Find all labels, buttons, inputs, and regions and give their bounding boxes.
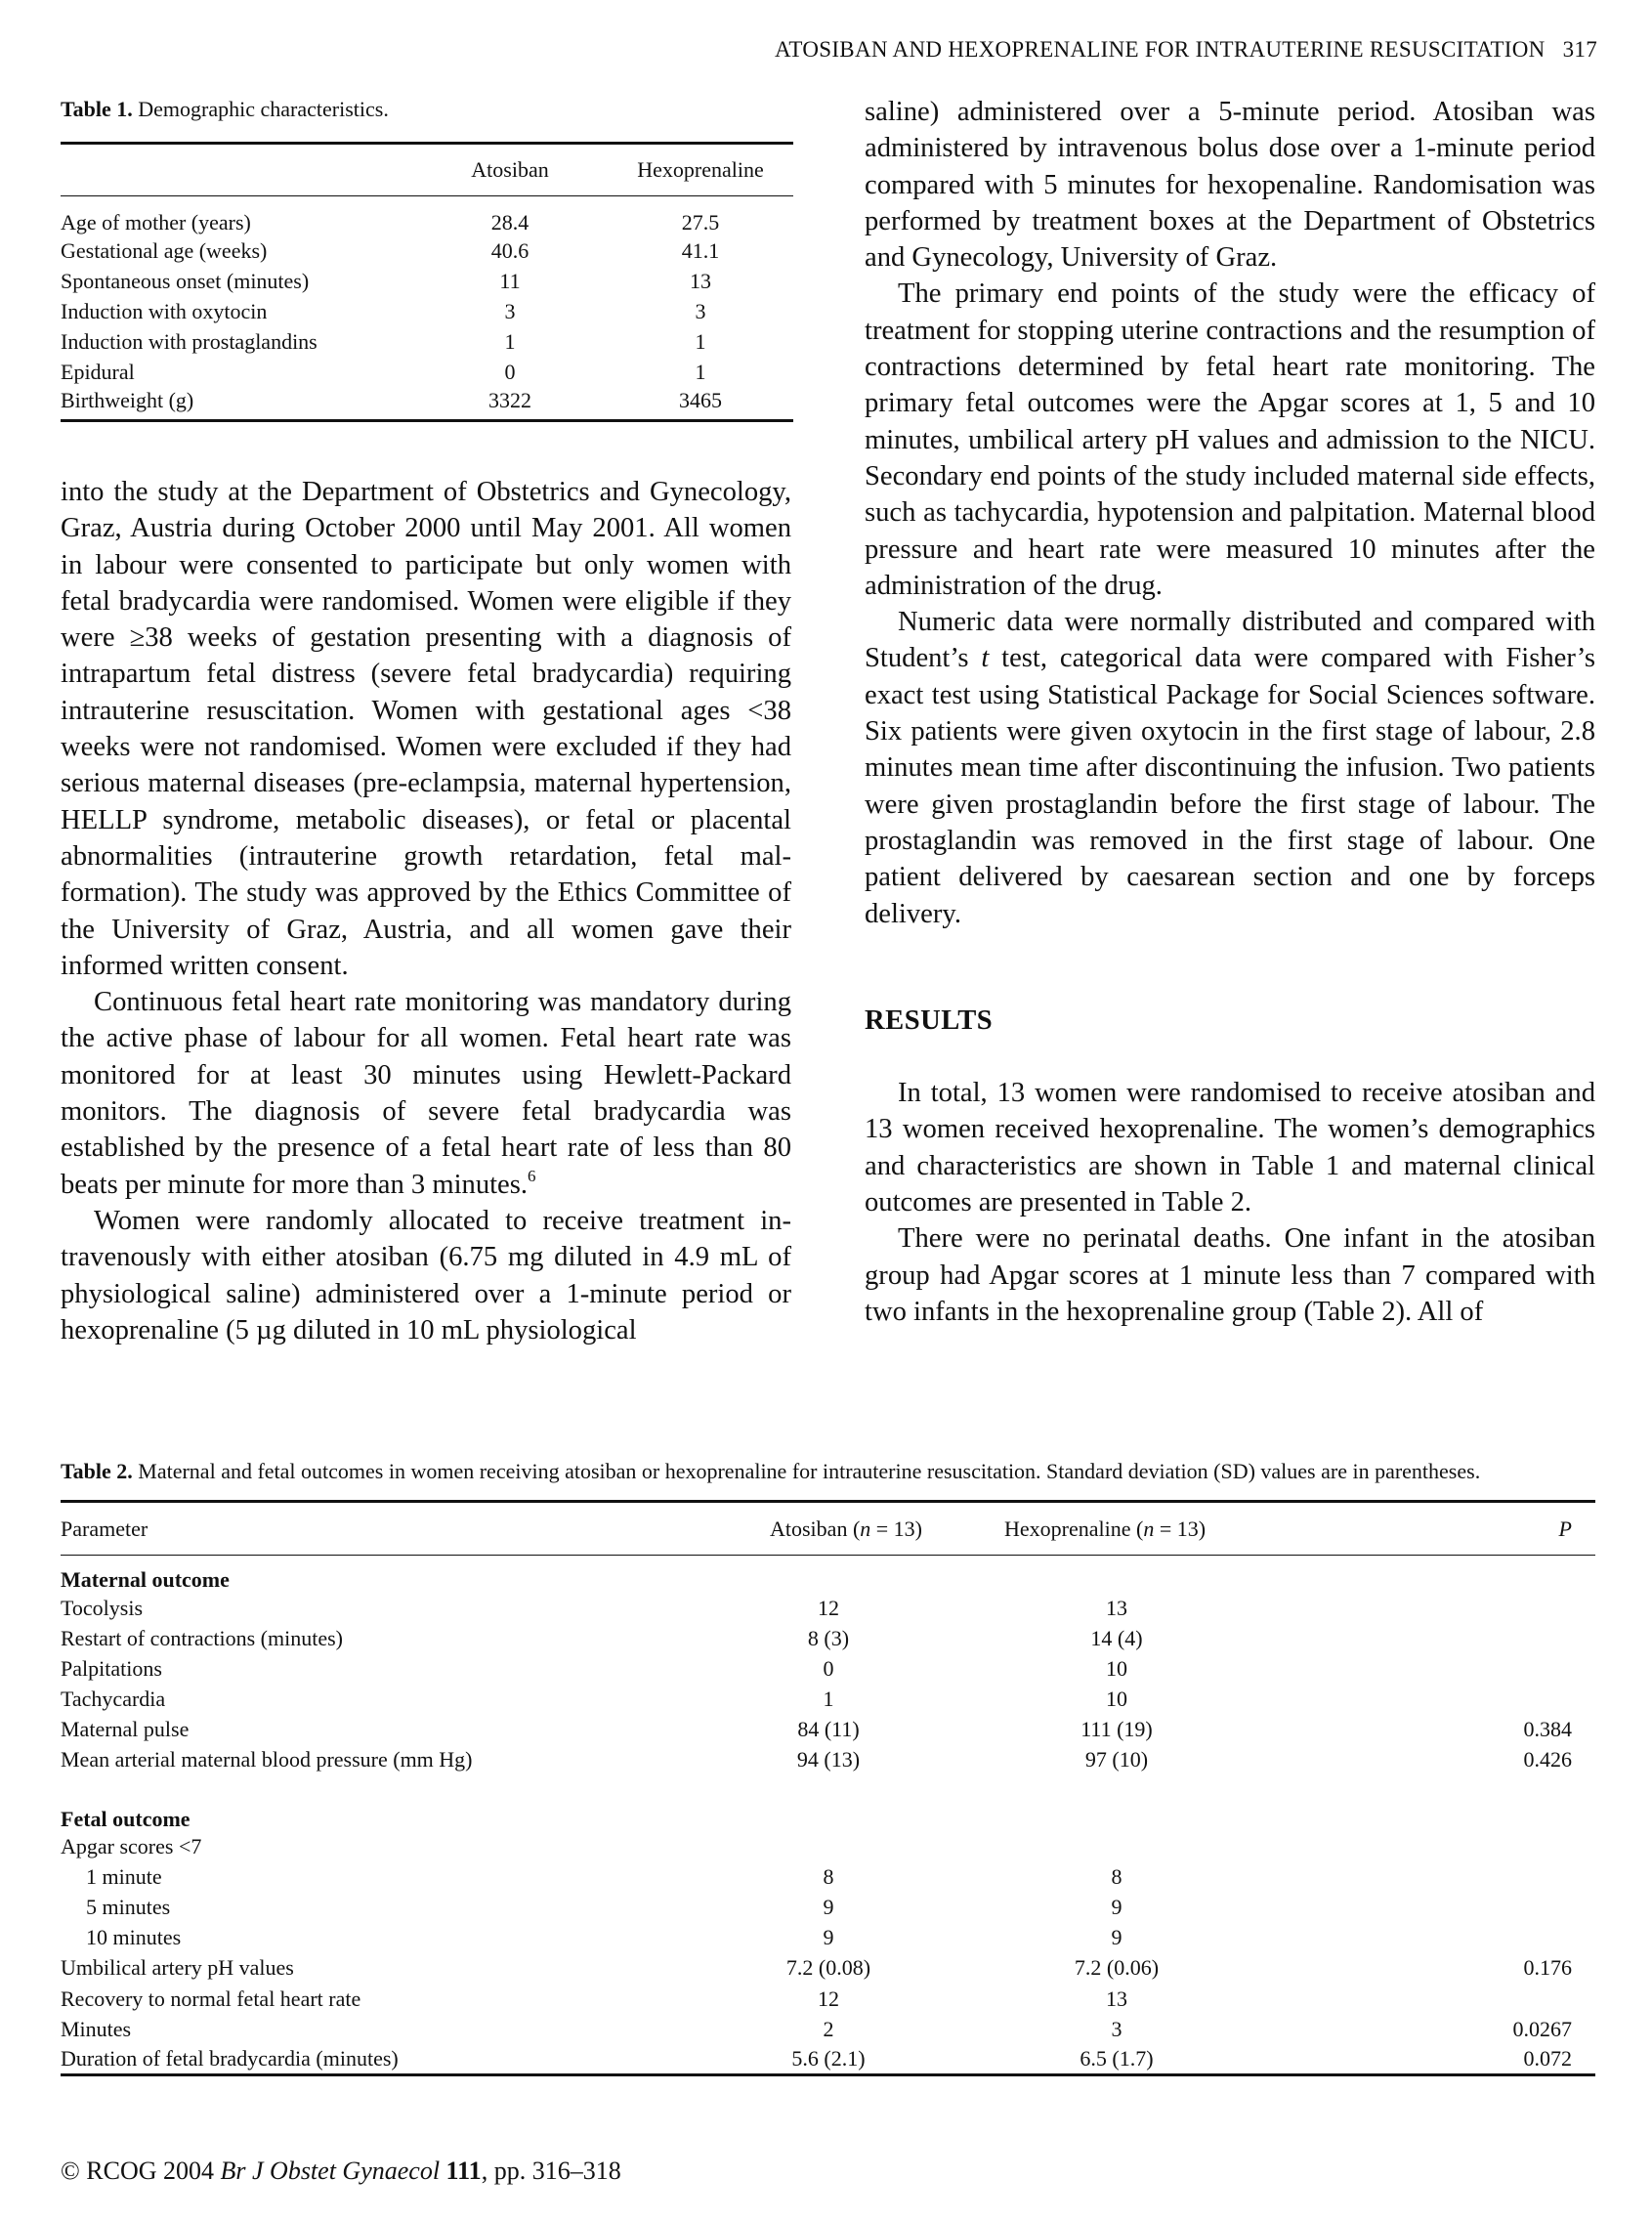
- table-1-grid: [61, 142, 793, 422]
- p-value: 0.072: [1523, 2046, 1572, 2072]
- hexoprenaline-value: 9: [1111, 1895, 1123, 1920]
- body-paragraph: In total, 13 women were randomised to receive atosiban and 13 women received hexoprenaline. The women’s demographics and characteristics are shown in Table 1 and maternal clinical outcomes are presented in Table 2.: [865, 1078, 1595, 1218]
- row-label: 1 minute: [86, 1864, 162, 1890]
- header-n-italic: n: [1143, 1516, 1155, 1541]
- p-value: [1297, 1623, 1595, 1653]
- atosiban-value: 1: [504, 329, 516, 355]
- header-parameter: Parameter: [61, 1516, 148, 1541]
- hexoprenaline-value: 10: [1106, 1686, 1127, 1711]
- p-value: 0.384: [1523, 1716, 1572, 1741]
- atosiban-value: 9: [823, 1925, 834, 1950]
- table-row: [61, 1714, 1595, 1744]
- p-value: [1297, 1832, 1595, 1862]
- body-paragraph: Women were randomly allocated to receive treatment intravenously with either atosiban (6.75 mg diluted in 4.9 mL of physiological saline) administered over a 1-minute period or hexoprenaline (5 µg diluted in 10 mL physiological: [61, 1205, 791, 1345]
- table-row: [61, 1653, 1595, 1684]
- header-hexoprenaline: [1004, 1502, 1297, 1556]
- row-label: Duration of fetal bradycardia (minutes): [61, 2046, 399, 2072]
- table-row: [61, 196, 793, 236]
- hexoprenaline-value: 3: [1111, 2016, 1123, 2041]
- hexoprenaline-value: 41.1: [681, 237, 720, 263]
- atosiban-value: 84 (11): [797, 1716, 860, 1741]
- table-1: [61, 94, 793, 422]
- table-row: [61, 1923, 1595, 1953]
- atosiban-value: 8: [823, 1864, 834, 1890]
- p-value: 0.176: [1523, 1955, 1572, 1981]
- table-row: [61, 1984, 1595, 2014]
- section-row-fetal: [61, 1795, 1595, 1832]
- row-label: Minutes: [61, 2016, 132, 2041]
- hexoprenaline-value: 97 (10): [1084, 1747, 1149, 1773]
- hexoprenaline-value: 13: [690, 268, 711, 293]
- table-2-header-row: [61, 1502, 1595, 1556]
- table-row: [61, 1623, 1595, 1653]
- p-value: [1297, 1593, 1595, 1623]
- table-row: [61, 1744, 1595, 1774]
- atosiban-value: 11: [499, 268, 521, 293]
- table-row: [61, 1862, 1595, 1893]
- t-test-italic: t: [981, 643, 990, 674]
- table-2: [61, 1456, 1595, 2076]
- body-paragraph: There were no perinatal deaths. One infant in the atosiban group had Apgar scores at 1 minute less than 7 compared with two infants in the hexoprenaline group (Table 2). All of: [865, 1223, 1595, 1327]
- atosiban-value: 1: [823, 1686, 834, 1711]
- hexoprenaline-value: 1: [695, 329, 706, 355]
- header-p-italic: P: [1558, 1516, 1572, 1541]
- atosiban-value: 7.2 (0.08): [785, 1955, 871, 1981]
- row-label: Tocolysis: [61, 1595, 144, 1620]
- page-number: 317: [1562, 37, 1597, 62]
- table-2-grid: [61, 1500, 1595, 2076]
- row-label: Age of mother (years): [61, 210, 251, 235]
- table-row: [61, 235, 793, 266]
- atosiban-value: 9: [823, 1895, 834, 1920]
- table-2-caption-text: Maternal and fetal outcomes in women receiving atosiban or hexoprenaline for intrauterine resuscitation. Standard deviation (SD) values are in parentheses.: [138, 1459, 1481, 1483]
- body-paragraph: into the study at the Department of Obstetrics and Gynecology, Graz, Austria during October 2000 until May 2001. All women in labour were consented to participate but only women with fetal bradycardia were randomised. Women were eligible if they were ≥38 weeks of gestation presenting with a diagnosis of intrapartum fetal distress (severe fetal bradycardia) requiring intrauterine resuscitation. Women with gestational ages <38 weeks were not randomised. Women were excluded if they had serious maternal diseases (pre-eclampsia, maternal hypertension, HELLP syndrome, metabolic diseases), or fetal or placental abnormalities (intrauterine growth retardation, fetal malformation). The study was approved by the Ethics Committee of the University of Graz, Austria, and all women gave their informed written consent.: [61, 477, 791, 981]
- atosiban-value: 94 (13): [796, 1747, 861, 1773]
- hexoprenaline-value: 3: [695, 298, 706, 323]
- header-text: = 13): [1154, 1516, 1207, 1541]
- row-label: Epidural: [61, 360, 135, 385]
- hexoprenaline-value: 10: [1106, 1655, 1127, 1681]
- row-label: Spontaneous onset (minutes): [61, 268, 310, 293]
- hexoprenaline-value: 13: [1106, 1986, 1127, 2011]
- footer-journal: Br J Obstet Gynaecol: [220, 2157, 441, 2185]
- running-head: [775, 37, 1597, 63]
- atosiban-value: 5.6 (2.1): [791, 2046, 866, 2072]
- header-atosiban: [770, 1502, 1004, 1556]
- hexoprenaline-value: 14 (4): [1090, 1625, 1143, 1650]
- table-2-label: Table 2.: [61, 1459, 133, 1483]
- section-heading: Maternal outcome: [61, 1567, 230, 1592]
- atosiban-value: 28.4: [490, 210, 529, 235]
- p-value: 0.426: [1523, 1747, 1572, 1773]
- atosiban-value: 3322: [488, 387, 531, 412]
- table-row: [61, 327, 793, 358]
- atosiban-value: 2: [823, 2016, 834, 2041]
- paragraph-text: Numeric data were normally distributed and compared with Student’s: [865, 607, 1595, 674]
- reference-superscript: 6: [528, 1166, 536, 1185]
- table-1-header-blank: [61, 144, 451, 196]
- p-value: [1297, 1684, 1595, 1714]
- header-text: Hexoprenaline (: [1004, 1516, 1144, 1541]
- table-1-header-hexoprenaline: Hexoprenaline: [637, 157, 764, 182]
- row-label: Induction with oxytocin: [61, 298, 268, 323]
- paragraph-text: test, categorical data were compared with Fisher’s exact test using Statistical Package for Social Sciences software. Six patients were given oxytocin in the first stage of labour, 2.8 minutes mean time after discontinuing the infusion. Two patients were given prostaglandin before the first stage of labour. The prostaglandin was removed in the first stage of labour. One patient delivered by caesarean section and one by forceps delivery.: [865, 643, 1595, 929]
- atosiban-value: 40.6: [490, 237, 529, 263]
- hexoprenaline-value: 13: [1106, 1595, 1127, 1620]
- atosiban-value: 12: [818, 1986, 839, 2011]
- section-row-maternal: [61, 1556, 1595, 1594]
- p-value: [1297, 1984, 1595, 2014]
- row-label: Gestational age (weeks): [61, 237, 268, 263]
- p-value: [1297, 1862, 1595, 1893]
- table-1-header-row: [61, 144, 793, 196]
- body-paragraph: saline) administered over a 5-minute period. Atosiban was administered by intravenous bolus dose over a 1-minute period compared with 5 minutes for hexopenaline. Randomisation was performed by treatment boxes at the Department of Obstetrics and Gynecology, University of Graz.: [865, 97, 1595, 274]
- hexoprenaline-value: 6.5 (1.7): [1080, 2046, 1154, 2072]
- p-value: [1297, 1923, 1595, 1953]
- header-n-italic: n: [860, 1516, 871, 1541]
- results-heading: RESULTS: [865, 1004, 994, 1036]
- footer-pages: , pp. 316–318: [481, 2157, 621, 2185]
- body-paragraph: The primary end points of the study were the efficacy of treatment for stopping uterine contractions and the resumption of contractions determined by fetal heart rate monitoring. The primary fetal outcomes were the Apgar scores at 1, 5 and 10 minutes, umbilical artery pH values and admission to the NICU. Secondary end points of the study included maternal side effects, such as tachycardia, hypotension and palpitation. Maternal blood pressure and heart rate were measured 10 minutes after the administration of the drug.: [865, 278, 1595, 601]
- hexoprenaline-value: 3465: [679, 387, 722, 412]
- paragraph-text: Continuous fetal heart rate monitoring was mandatory during the active phase of labour for all women. Fetal heart rate was monitored for at least 30 minutes using Hewlett-Packard monitors. The diagnosis of severe fetal bradycardia was established by the presence of a fetal heart rate of less than 80 beats per minute for more than 3 minutes.: [61, 987, 791, 1200]
- header-text: Atosiban (: [770, 1516, 861, 1541]
- table-row: [61, 358, 793, 388]
- table-row: [61, 1953, 1595, 1984]
- row-label: Birthweight (g): [61, 387, 194, 412]
- atosiban-value: 0: [504, 360, 516, 385]
- footer-volume: 111: [445, 2157, 482, 2185]
- table-row: [61, 388, 793, 421]
- table-row: [61, 2014, 1595, 2044]
- table-row: [61, 1593, 1595, 1623]
- row-label: Induction with prostaglandins: [61, 329, 318, 355]
- p-value: [1297, 1653, 1595, 1684]
- table-1-header-atosiban: Atosiban: [471, 157, 549, 182]
- right-text-column: [865, 94, 1595, 1330]
- p-value: 0.0267: [1512, 2016, 1572, 2041]
- atosiban-value: 3: [504, 298, 516, 323]
- row-label: Apgar scores <7: [61, 1834, 202, 1859]
- row-label: Recovery to normal fetal heart rate: [61, 1986, 361, 2011]
- p-value: [1297, 1893, 1595, 1923]
- hexoprenaline-value: 7.2 (0.06): [1074, 1955, 1160, 1981]
- footer-copyright: © RCOG 2004: [61, 2157, 221, 2185]
- table-row: [61, 296, 793, 326]
- table-2-caption: [61, 1456, 1595, 1486]
- table-1-caption: [61, 94, 793, 124]
- running-head-title: ATOSIBAN AND HEXOPRENALINE FOR INTRAUTERINE RESUSCITATION: [775, 37, 1546, 62]
- table-row: [61, 1684, 1595, 1714]
- body-paragraph: [865, 604, 1595, 932]
- hexoprenaline-value: 9: [1111, 1925, 1123, 1950]
- row-label: Tachycardia: [61, 1686, 166, 1711]
- left-text-column: [61, 474, 791, 1348]
- hexoprenaline-value: 27.5: [681, 210, 720, 235]
- hexoprenaline-value: 111 (19): [1080, 1716, 1153, 1741]
- table-1-caption-text: Demographic characteristics.: [138, 97, 389, 121]
- row-label: Mean arterial maternal blood pressure (mm Hg): [61, 1747, 473, 1773]
- atosiban-value: 8 (3): [807, 1625, 850, 1650]
- atosiban-value: 12: [818, 1595, 839, 1620]
- body-paragraph: [61, 984, 791, 1203]
- row-label: Restart of contractions (minutes): [61, 1625, 343, 1650]
- table-row: [61, 1832, 1595, 1862]
- table-row: [61, 1893, 1595, 1923]
- hexoprenaline-value: 1: [695, 360, 706, 385]
- table-1-label: Table 1.: [61, 97, 133, 121]
- row-label: Palpitations: [61, 1655, 162, 1681]
- page-footer: [61, 2157, 621, 2186]
- table-row: [61, 2044, 1595, 2074]
- section-heading: Fetal outcome: [61, 1806, 191, 1831]
- header-p-value: [1297, 1502, 1595, 1556]
- row-label: 5 minutes: [86, 1895, 171, 1920]
- table-row: [61, 266, 793, 296]
- header-text: = 13): [870, 1516, 922, 1541]
- hexoprenaline-value: 8: [1111, 1864, 1123, 1890]
- atosiban-value: 0: [823, 1655, 834, 1681]
- row-label: Umbilical artery pH values: [61, 1955, 294, 1981]
- spacer-row: [61, 1775, 1595, 1795]
- row-label: 10 minutes: [86, 1925, 182, 1950]
- row-label: Maternal pulse: [61, 1716, 190, 1741]
